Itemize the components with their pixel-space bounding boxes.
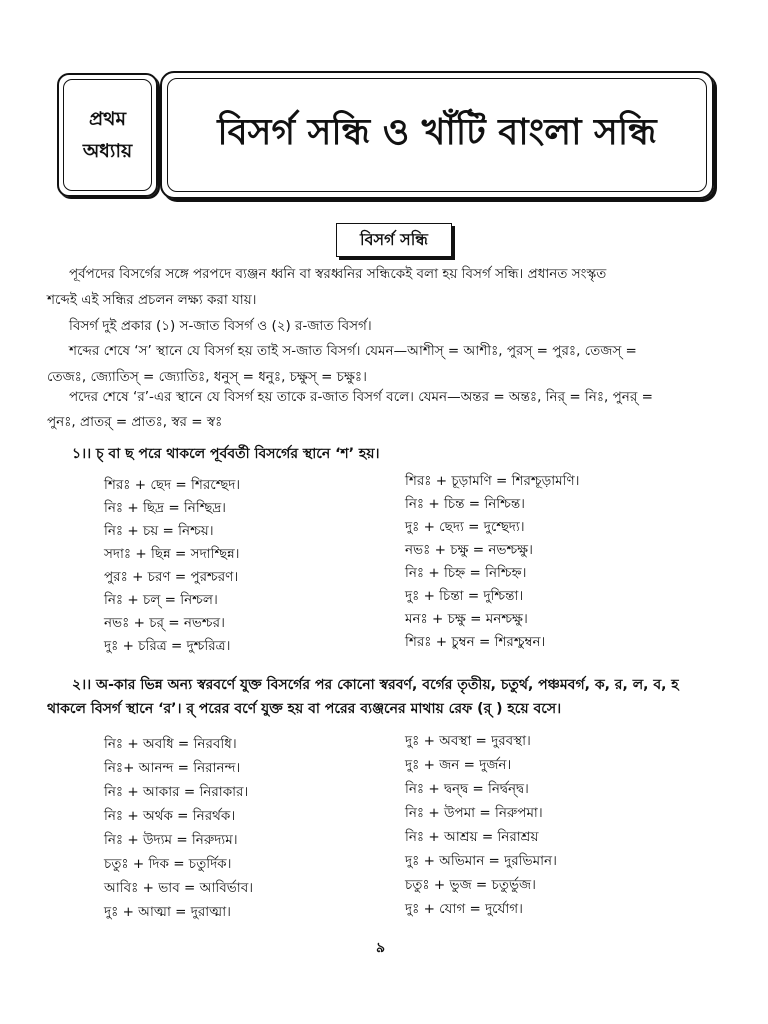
example-item: সদাঃ + ছিন্ন = সদাশ্ছিন্ন।	[104, 546, 240, 562]
example-item: চতুঃ + ভুজ = চতুর্ভুজ।	[405, 877, 536, 893]
example-item: দুঃ + অবস্থা = দুরবস্থা।	[405, 733, 531, 749]
example-item: শিরঃ + ছেদ = শিরশ্ছেদ।	[104, 477, 241, 493]
example-item: নিঃ + অবধি = নিরবধি।	[104, 736, 237, 752]
example-item: দুঃ + অভিমান = দুরভিমান।	[405, 853, 557, 869]
example-item: শিরঃ + চুম্বন = শিরশ্চুম্বন।	[405, 634, 546, 650]
example-item: নিঃ + ছিদ্র = নিশ্ছিদ্র।	[104, 500, 226, 516]
rule-2-heading-line-2: থাকলে বিসর্গ স্থানে ‘র’। র্ পরের বর্ণে যুক্ত হয় বা পরের ব্যঞ্জনের মাথায় রেফ (র্ ) হয়ে বসে।	[47, 701, 562, 717]
example-item: নিঃ + চিহ্ন = নিশ্চিহ্ন।	[405, 565, 527, 581]
intro-line-1: পূর্বপদের বিসর্গের সঙ্গে পরপদে ব্যঞ্জন ধ্বনি বা স্বরধ্বনির সন্ধিকেই বলা হয় বিসর্গ সন্ধি। প্রধানত সংস্কৃত	[69, 266, 607, 282]
section-label-text: বিসর্গ সন্ধি	[360, 229, 428, 249]
example-item: নিঃ + চয় = নিশ্চয়।	[104, 523, 214, 539]
rule-2-left-list	[104, 733, 253, 925]
example-item: দুঃ + জন = দুর্জন।	[405, 757, 512, 773]
example-item: নিঃ+ আনন্দ = নিরানন্দ।	[104, 760, 241, 776]
intro-line-6: পদের শেষে ‘র’-এর স্থানে যে বিসর্গ হয় তাকে র-জাত বিসর্গ বলে। যেমন—অন্তর = অন্তঃ, নির্ = নিঃ, পুনর্ =	[69, 389, 653, 405]
page-number: ৯	[376, 940, 386, 956]
chapter-line-1: প্রথম	[88, 108, 127, 130]
example-item: শিরঃ + চূড়ামণি = শিরশ্চূড়ামণি।	[405, 473, 580, 489]
example-item: নিঃ + আকার = নিরাকার।	[104, 784, 249, 800]
page-title: বিসর্গ সন্ধি ও খাঁটি বাংলা সন্ধি	[217, 112, 657, 153]
example-item: মনঃ + চক্ষু = মনশ্চক্ষু।	[405, 611, 528, 627]
rule-1-left-list	[104, 474, 240, 658]
rule-1-right-list	[405, 470, 580, 654]
example-item: নিঃ + উপমা = নিরুপমা।	[405, 805, 543, 821]
example-item: দুঃ + চরিত্র = দুশ্চরিত্র।	[104, 638, 231, 654]
example-item: আবিঃ + ভাব = আবির্ভাব।	[104, 880, 254, 896]
example-item: নভঃ + চর্ = নভশ্চর।	[104, 615, 225, 631]
example-item: নিঃ + আশ্রয় = নিরাশ্রয়	[405, 829, 539, 845]
intro-line-7: পুনঃ, প্রাতর্ = প্রাতঃ, স্বর = স্বঃ	[47, 414, 223, 430]
intro-line-3: বিসর্গ দুই প্রকার (১) স-জাত বিসর্গ ও (২) র-জাত বিসর্গ।	[69, 318, 372, 334]
example-item: দুঃ + যোগ = দুর্যোগ।	[405, 901, 523, 917]
example-item: নিঃ + চল্ = নিশ্চল।	[104, 592, 218, 608]
rule-1-heading: ১।। চ্ বা ছ পরে থাকলে পূর্ববর্তী বিসর্গের স্থানে ‘শ’ হয়।	[72, 446, 380, 462]
example-item: নিঃ + অর্থক = নিরর্থক।	[104, 808, 236, 824]
intro-line-2: শব্দেই এই সন্ধির প্রচলন লক্ষ্য করা যায়।	[47, 292, 257, 308]
example-item: দুঃ + ছেদ্য = দুশ্ছেদ্য।	[405, 519, 525, 535]
intro-line-5: তেজঃ, জ্যোতিস্ = জ্যোতিঃ, ধনুস্ = ধনুঃ, চক্ষুস্ = চক্ষুঃ।	[47, 369, 367, 385]
example-item: চতুঃ + দিক = চতুর্দিক।	[104, 856, 232, 872]
chapter-box	[57, 73, 158, 197]
rule-2-heading-line-1: ২।। অ-কার ভিন্ন অন্য স্বরবর্ণে যুক্ত বিসর্গের পর কোনো স্বরবর্ণ, বর্গের তৃতীয়, চতুর্থ, পঞ্চমবর্গ, ক, র, ল, ব, হ	[72, 677, 679, 693]
title-box	[160, 71, 714, 199]
example-item: নভঃ + চক্ষু = নভশ্চক্ষু।	[405, 542, 533, 558]
intro-line-4: শব্দের শেষে ‘স’ স্থানে যে বিসর্গ হয় তাই স-জাত বিসর্গ। যেমন—আশীস্ = আশীঃ, পুরস্ = পুরঃ, তেজস্ =	[69, 343, 637, 359]
chapter-label	[63, 79, 152, 191]
rule-2-right-list	[405, 730, 557, 922]
section-label	[336, 223, 452, 257]
example-item: দুঃ + আত্মা = দুরাত্মা।	[104, 904, 231, 920]
example-item: নিঃ + দ্বন্দ্ব = নির্দ্বন্দ্ব।	[405, 781, 529, 797]
example-item: নিঃ + উদ্যম = নিরুদ্যম।	[104, 832, 238, 848]
example-item: দুঃ + চিন্তা = দুশ্চিন্তা।	[405, 588, 524, 604]
example-item: নিঃ + চিন্ত = নিশ্চিন্ত।	[405, 496, 525, 512]
chapter-line-2: অধ্যায়	[82, 140, 133, 162]
example-item: পুরঃ + চরণ = পুরশ্চরণ।	[104, 569, 239, 585]
